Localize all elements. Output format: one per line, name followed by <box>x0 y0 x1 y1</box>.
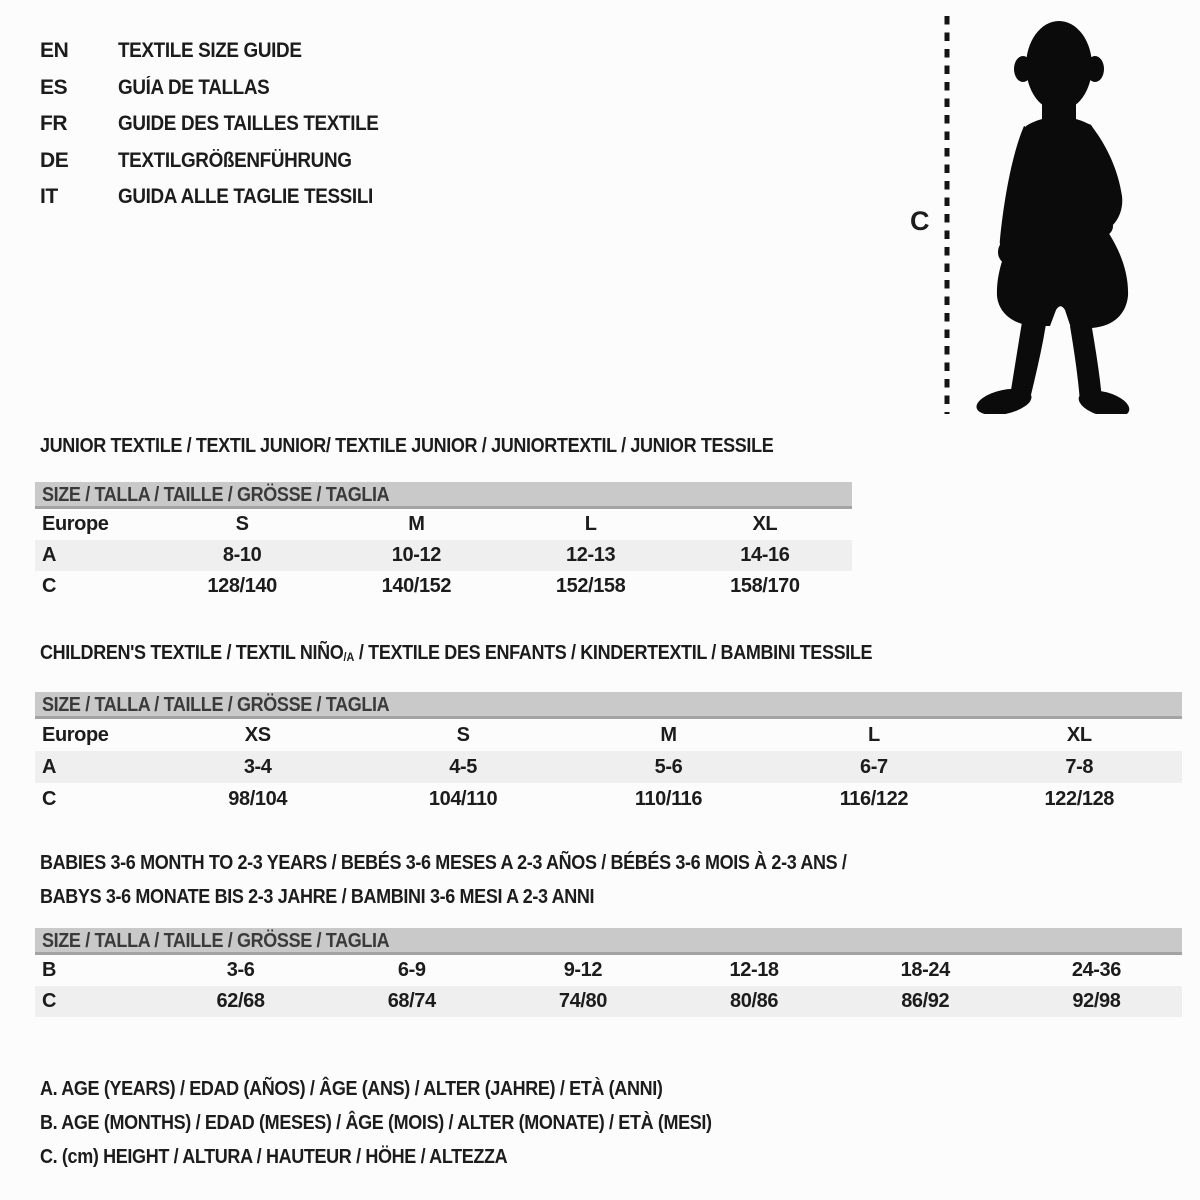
children-region-label: Europe <box>42 723 109 746</box>
children-col-xl: XL <box>1066 723 1092 746</box>
row-label-b: B <box>42 959 57 981</box>
size-cell: 86/92 <box>901 990 950 1012</box>
children-columns-row <box>35 719 1182 751</box>
page-title-it: GUIDA ALLE TAGLIE TESSILI <box>118 185 373 209</box>
section-childrens-textile <box>35 641 1182 815</box>
junior-columns-row <box>35 509 852 540</box>
size-cell: 5-6 <box>654 755 683 778</box>
size-cell: 110/116 <box>634 787 703 810</box>
size-cell: 10-12 <box>391 544 441 566</box>
language-code: EN <box>40 39 69 63</box>
children-section-title: CHILDREN'S TEXTILE / TEXTIL NIÑO/A / TEXTILE DES ENFANTS / KINDERTEXTIL / BAMBINI TESSILE <box>40 642 873 664</box>
size-cell: 92/98 <box>1072 990 1121 1012</box>
children-row-height <box>35 783 1182 815</box>
size-cell: 7-8 <box>1065 755 1094 778</box>
page-title-de: TEXTILGRÖßENFÜHRUNG <box>118 148 352 172</box>
language-code: IT <box>40 185 58 209</box>
section-junior-textile <box>35 434 852 602</box>
children-col-s: S <box>456 723 470 746</box>
babies-size-header: SIZE / TALLA / TAILLE / GRÖSSE / TAGLIA <box>42 930 390 952</box>
junior-col-s: S <box>235 513 249 535</box>
size-cell: 158/170 <box>730 575 800 597</box>
junior-col-xl: XL <box>752 513 778 535</box>
measurement-legend <box>40 1072 786 1174</box>
babies-section-title-line2: BABYS 3-6 MONATE BIS 2-3 JAHRE / BAMBINI 3-6 MESI A 2-3 ANNI <box>40 886 595 908</box>
size-cell: 6-9 <box>397 959 426 981</box>
page-title-es: GUÍA DE TALLAS <box>118 75 270 99</box>
size-cell: 6-7 <box>860 755 888 778</box>
babies-row-age-months <box>35 955 1182 986</box>
language-code: ES <box>40 75 68 99</box>
legend-line-c: C. (cm) HEIGHT / ALTURA / HAUTEUR / HÖHE / ALTEZZA <box>40 1146 508 1168</box>
toddler-silhouette-icon <box>965 14 1142 414</box>
children-col-l: L <box>867 723 880 746</box>
size-cell: 24-36 <box>1071 959 1121 981</box>
size-cell: 14-16 <box>740 544 790 566</box>
size-cell: 3-4 <box>243 755 272 778</box>
junior-row-height <box>35 571 852 602</box>
size-cell: 80/86 <box>730 990 779 1012</box>
size-cell: 116/122 <box>839 787 909 810</box>
size-cell: 4-5 <box>449 755 477 778</box>
size-cell: 12-18 <box>729 959 779 981</box>
row-label-c: C <box>42 575 57 597</box>
language-code: DE <box>40 148 69 172</box>
junior-section-title: JUNIOR TEXTILE / TEXTIL JUNIOR/ TEXTILE JUNIOR / JUNIORTEXTIL / JUNIOR TESSILE <box>40 435 774 457</box>
page-title-fr: GUIDE DES TAILLES TEXTILE <box>118 112 379 136</box>
size-cell: 128/140 <box>207 575 277 597</box>
babies-section-title-line1: BABIES 3-6 MONTH TO 2-3 YEARS / BEBÉS 3-6 MESES A 2-3 AÑOS / BÉBÉS 3-6 MOIS À 2-3 ANS / <box>40 852 847 874</box>
size-cell: 18-24 <box>900 959 950 981</box>
size-cell: 12-13 <box>566 544 616 566</box>
babies-row-height <box>35 986 1182 1017</box>
junior-row-age <box>35 540 852 571</box>
size-cell: 62/68 <box>216 990 265 1012</box>
size-cell: 8-10 <box>222 544 262 566</box>
size-cell: 140/152 <box>381 575 452 597</box>
size-cell: 68/74 <box>387 990 436 1012</box>
height-measure-label: C <box>910 206 930 236</box>
nino-a-subscript: /A <box>343 650 355 664</box>
section-babies-textile <box>35 846 1182 1017</box>
size-cell: 104/110 <box>428 787 498 810</box>
junior-col-l: L <box>584 513 597 535</box>
size-cell: 152/158 <box>555 575 626 597</box>
page-title-en: TEXTILE SIZE GUIDE <box>118 39 302 63</box>
language-code: FR <box>40 112 68 136</box>
legend-line-b: B. AGE (MONTHS) / EDAD (MESES) / ÂGE (MOIS) / ALTER (MONATE) / ETÀ (MESI) <box>40 1112 712 1134</box>
row-label-c: C <box>42 990 57 1012</box>
size-cell: 3-6 <box>226 959 255 981</box>
junior-col-m: M <box>408 513 425 535</box>
size-cell: 98/104 <box>228 787 288 810</box>
junior-region-label: Europe <box>42 513 109 535</box>
size-cell: 9-12 <box>563 959 603 981</box>
junior-size-header: SIZE / TALLA / TAILLE / GRÖSSE / TAGLIA <box>42 484 390 506</box>
legend-line-a: A. AGE (YEARS) / EDAD (AÑOS) / ÂGE (ANS) / ALTER (JAHRE) / ETÀ (ANNI) <box>40 1078 663 1100</box>
children-col-xs: XS <box>244 723 271 746</box>
children-col-m: M <box>660 723 677 746</box>
size-cell: 74/80 <box>558 990 607 1012</box>
children-row-age <box>35 751 1182 783</box>
row-label-a: A <box>42 544 57 566</box>
size-cell: 122/128 <box>1044 787 1115 810</box>
children-size-header: SIZE / TALLA / TAILLE / GRÖSSE / TAGLIA <box>42 694 390 716</box>
row-label-a: A <box>42 755 57 778</box>
height-measure-line <box>944 16 950 414</box>
row-label-c: C <box>42 787 57 810</box>
measurement-figure <box>0 0 1200 430</box>
